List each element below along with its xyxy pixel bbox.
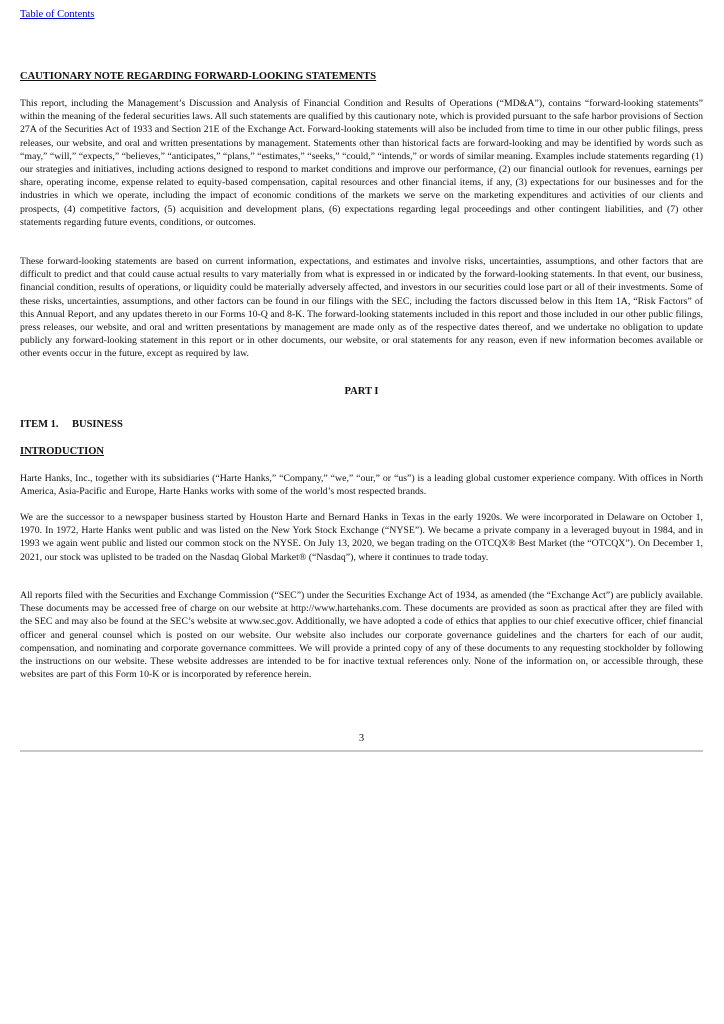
introduction-paragraph-3: All reports filed with the Securities and Exchange Commission (“SEC”) under the Securities Exchange Act of 1934, as amended (the “Exchange Act”) are publicly available. These documents may be accessed free of charge on our website at http://www.hartehanks.com. These documents are provided as soon as practical after they are filed with the SEC and may also be found at the SEC’s website at www.sec.gov. Additionally, we have adopted a code of ethics that applies to our chief executive officer, chief financial officer and general counsel which is posted on our website. Our website also includes our corporate governance guidelines and the charters for each of our audit, compensation, and nominating and corporate governance committees. We will provide a printed copy of any of these documents to any requesting stockholder by following the instructions on our website. These website addresses are intended to be for inactive textual references only. None of the information on, or accessible through, these websites are part of this Form 10-K or is incorporated by reference herein. xyxy=(20,590,703,681)
introduction-paragraph-1: Harte Hanks, Inc., together with its subsidiaries (“Harte Hanks,” “Company,” “we,” “our,” or “us”) is a leading global customer experience company. With offices in North America, Asia-Pacific and Europe, Harte Hanks works with some of the world’s most respected brands. xyxy=(20,473,703,498)
introduction-heading: INTRODUCTION xyxy=(20,446,105,457)
item-number: ITEM 1. xyxy=(20,419,59,430)
page-divider xyxy=(20,750,703,752)
cautionary-paragraph-1: This report, including the Management’s Discussion and Analysis of Financial Condition and Results of Operations (“MD&A”), contains “forward-looking statements” within the meaning of the federal securities laws. All such statements are qualified by this cautionary note, which is provided pursuant to the safe harbor provisions of Section 27A of the Securities Act of 1933 and Section 21E of the Exchange Act. Forward-looking statements will also be included from time to time in our other public filings, press releases, our website, and oral and written presentations by management. Statements other than historical facts are forward-looking and may be identified by words such as “may,” “will,” “expects,” “believes,” “anticipates,” “plans,” “estimates,” “seeks,” “could,” “intends,” or words of similar meaning. Examples include statements regarding (1) our strategies and initiatives, including actions designed to respond to market conditions and improve our performance, (2) our financial outlook for revenues, earnings per share, operating income, expense related to equity-based compensation, capital resources and other financial items, if any, (3) expectations for our businesses and for the industries in which we operate, including the impact of economic conditions of the markets we serve on the marketing expenditures and activities of our clients and prospects, (4) competitive factors, (5) acquisition and development plans, (6) expectations regarding legal proceedings and other contingent liabilities, and (7) other statements regarding future events, conditions, or outcomes. xyxy=(20,98,703,228)
cautionary-paragraph-2: These forward-looking statements are based on current information, expectations, and estimates and involve risks, uncertainties, assumptions, and other factors that are difficult to predict and that could cause actual results to vary materially from what is expressed in or indicated by the forward-looking statements. In that event, our business, financial condition, results of operations, or liquidity could be materially adversely affected, and investors in our securities could lose part or all of their investments. Some of these risks, uncertainties, assumptions, and other factors can be found in our filings with the SEC, including the factors discussed below in this Item 1A, “Risk Factors” of this Annual Report, and any updates thereto in our Forms 10-Q and 8-K. The forward-looking statements included in this report and those included in our other public filings, press releases, our website, and oral and written presentations by management are made only as of the respective dates thereof, and we undertake no obligation to update publicly any forward-looking statement in this report or in other documents, our website, or oral statements for any reason, even if new information becomes available or other events occur in the future, except as required by law. xyxy=(20,256,703,360)
page-number: 3 xyxy=(358,733,365,744)
introduction-paragraph-2: We are the successor to a newspaper business started by Houston Harte and Bernard Hanks in Texas in the early 1920s. We were incorporated in Delaware on October 1, 1970. In 1972, Harte Hanks went public and was listed on the New York Stock Exchange (“NYSE”). We became a private company in a leveraged buyout in 1984, and in 1993 we again went public and listed our common stock on the NYSE. On July 13, 2020, we began trading on the OTCQX® Best Market (the “OTCQX”). On December 1, 2021, our stock was uplisted to be traded on the Nasdaq Global Market® (“Nasdaq”), where it continues to trade today. xyxy=(20,512,703,563)
table-of-contents-link[interactable]: Table of Contents xyxy=(20,9,95,20)
item-1-heading xyxy=(20,419,123,430)
cautionary-note-heading: CAUTIONARY NOTE REGARDING FORWARD-LOOKING STATEMENTS xyxy=(20,71,377,82)
item-title: BUSINESS xyxy=(72,419,123,430)
part-heading: PART I xyxy=(344,386,379,397)
